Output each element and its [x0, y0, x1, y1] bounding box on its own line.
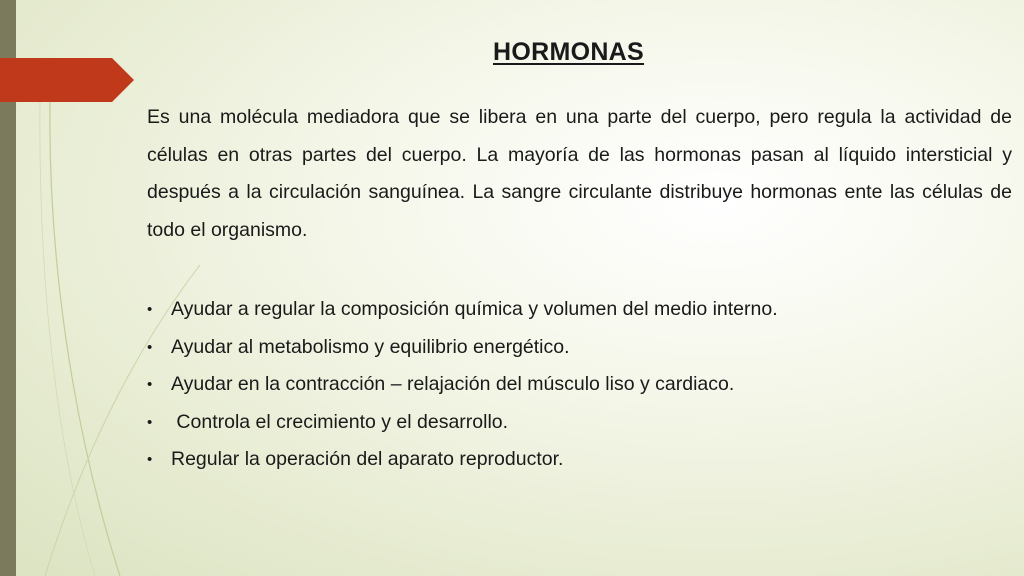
bullet-text: Ayudar al metabolismo y equilibrio energético. — [171, 335, 570, 358]
bullet-marker: • — [147, 413, 153, 431]
bullet-text: Ayudar en la contracción – relajación del músculo liso y cardiaco. — [171, 373, 735, 395]
bullet-marker: • — [147, 451, 153, 468]
bullet-item — [147, 441, 1007, 479]
bullet-item — [147, 366, 1007, 404]
bullet-marker: • — [147, 376, 153, 393]
slide-title: HORMONAS — [493, 38, 645, 66]
bullet-list — [147, 291, 1007, 479]
accent-arrow-shape — [0, 58, 134, 102]
bullet-text: Ayudar a regular la composición química y volumen del medio interno. — [171, 298, 778, 320]
bullet-text: Regular la operación del aparato reproductor. — [171, 448, 564, 470]
bullet-marker: • — [147, 338, 153, 356]
bullet-item — [147, 291, 1007, 329]
intro-paragraph: Es una molécula mediadora que se libera en una parte del cuerpo, pero regula la actividad de células en otras partes del cuerpo. La mayoría de las hormonas pasan al líquido intersticial y después a la circulación sanguínea. La sangre circulante distribuye hormonas ente las células de todo el organismo. — [147, 106, 1012, 241]
bullet-item — [147, 404, 1007, 442]
bullet-text: Controla el crecimiento y el desarrollo. — [171, 410, 509, 433]
bullet-item — [147, 329, 1007, 367]
bullet-marker: • — [147, 301, 153, 318]
